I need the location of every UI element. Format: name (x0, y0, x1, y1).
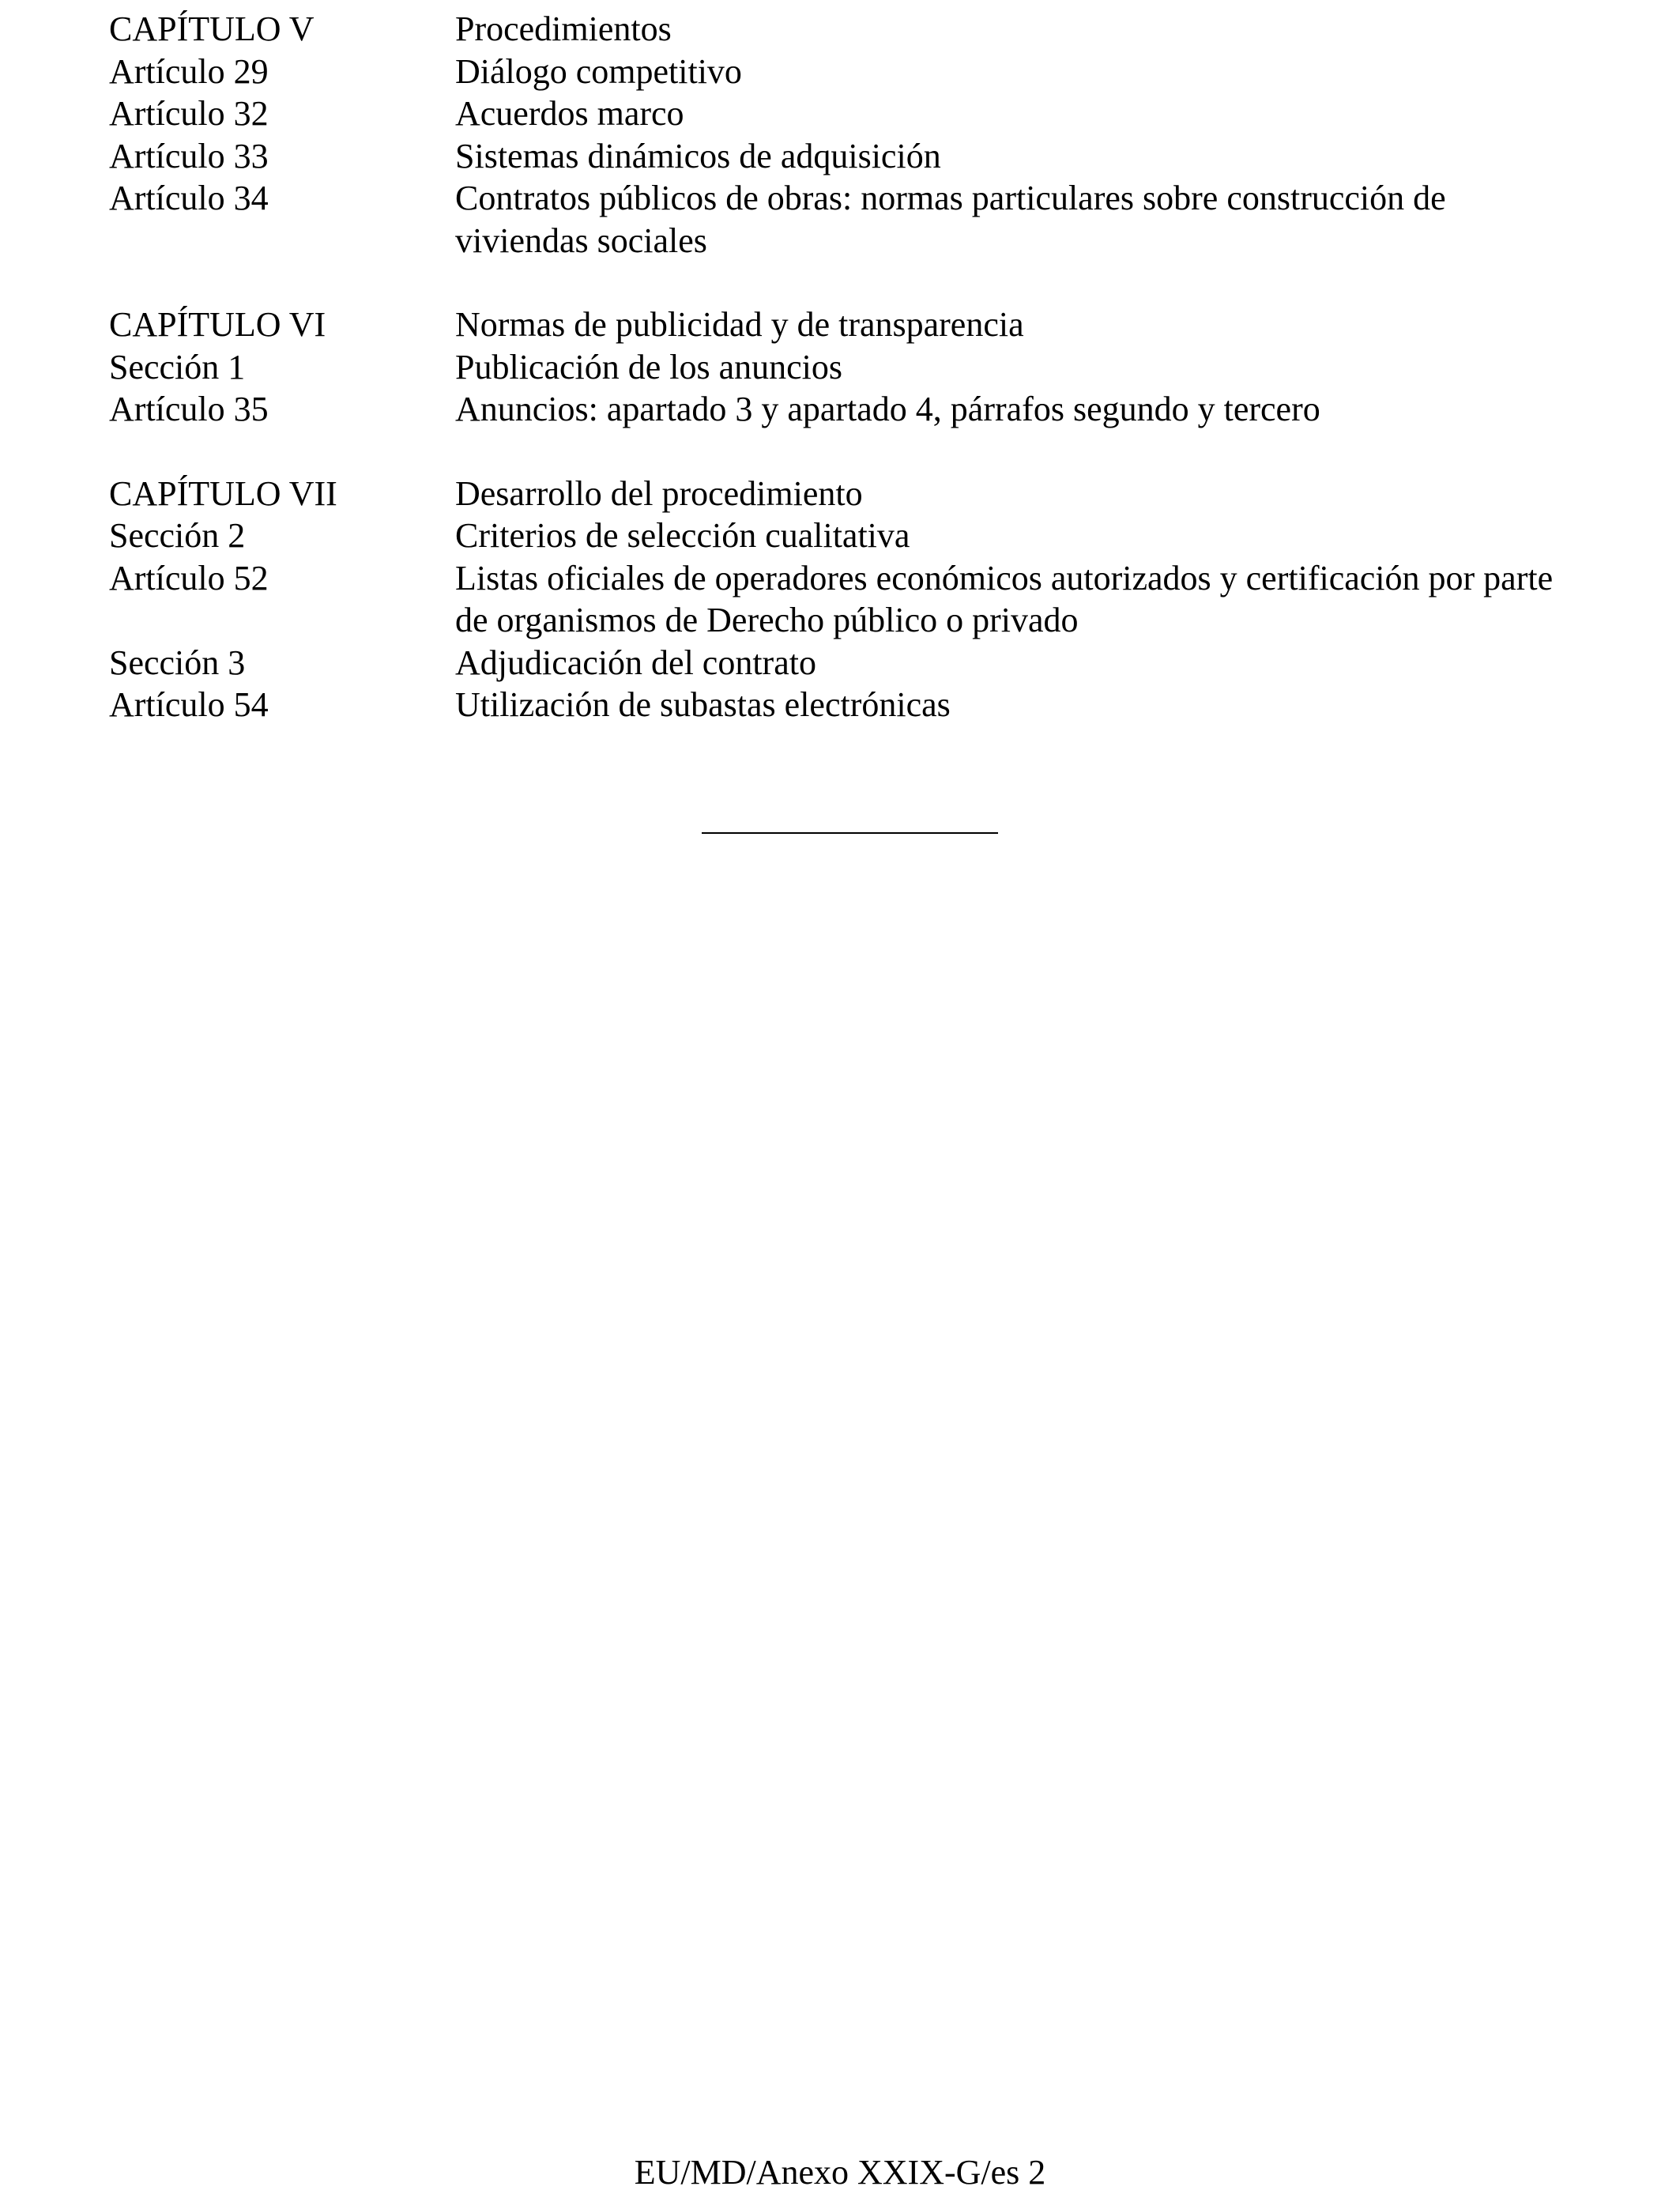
toc-row (109, 642, 1571, 684)
chapter-v-group (109, 8, 1571, 262)
row-title: Utilización de subastas electrónicas (455, 685, 951, 724)
row-title: Publicación de los anuncios (455, 347, 843, 386)
row-title: Procedimientos (455, 9, 672, 48)
toc-row (109, 135, 1571, 178)
chapter-vii-group (109, 473, 1571, 726)
toc-row (109, 473, 1571, 515)
row-reference: Sección 1 (109, 347, 246, 386)
row-reference: Artículo 54 (109, 685, 269, 724)
row-reference: Artículo 29 (109, 51, 269, 91)
row-reference: CAPÍTULO VII (109, 473, 337, 513)
toc-row (109, 388, 1571, 431)
row-title: Acuerdos marco (455, 94, 684, 133)
row-title: Diálogo competitivo (455, 51, 742, 91)
toc-row (109, 346, 1571, 389)
document-body (109, 8, 1571, 768)
row-title: Adjudicación del contrato (455, 643, 816, 682)
toc-row (109, 177, 1571, 262)
toc-row (109, 684, 1571, 726)
row-reference: CAPÍTULO V (109, 9, 315, 48)
row-reference: Artículo 35 (109, 390, 269, 428)
row-reference: Artículo 32 (109, 94, 269, 133)
row-title: Normas de publicidad y de transparencia (455, 305, 1024, 344)
toc-row (109, 515, 1571, 557)
row-reference: Artículo 33 (109, 136, 269, 175)
row-reference: Sección 2 (109, 516, 246, 555)
row-title: Anuncios: apartado 3 y apartado 4, párrafos segundo y tercero (455, 390, 1320, 428)
toc-row (109, 8, 1571, 51)
row-reference: Sección 3 (109, 643, 246, 682)
chapter-vi-group (109, 303, 1571, 431)
row-title: Criterios de selección cualitativa (455, 516, 910, 555)
end-separator-line (702, 832, 998, 834)
toc-row (109, 51, 1571, 93)
page-footer-reference: EU/MD/Anexo XXIX-G/es 2 (634, 2153, 1046, 2192)
toc-row (109, 303, 1571, 346)
row-title: Sistemas dinámicos de adquisición (455, 136, 941, 175)
toc-row (109, 92, 1571, 135)
row-title: Desarrollo del procedimiento (455, 473, 863, 513)
row-reference: Artículo 34 (109, 179, 269, 217)
row-title: Contratos públicos de obras: normas particulares sobre construcción de viviendas sociales (455, 179, 1446, 260)
row-reference: Artículo 52 (109, 558, 269, 598)
toc-row (109, 557, 1571, 642)
row-title: Listas oficiales de operadores económicos autorizados y certificación por parte de organismos de Derecho público o privado (455, 558, 1554, 639)
row-reference: CAPÍTULO VI (109, 305, 326, 344)
